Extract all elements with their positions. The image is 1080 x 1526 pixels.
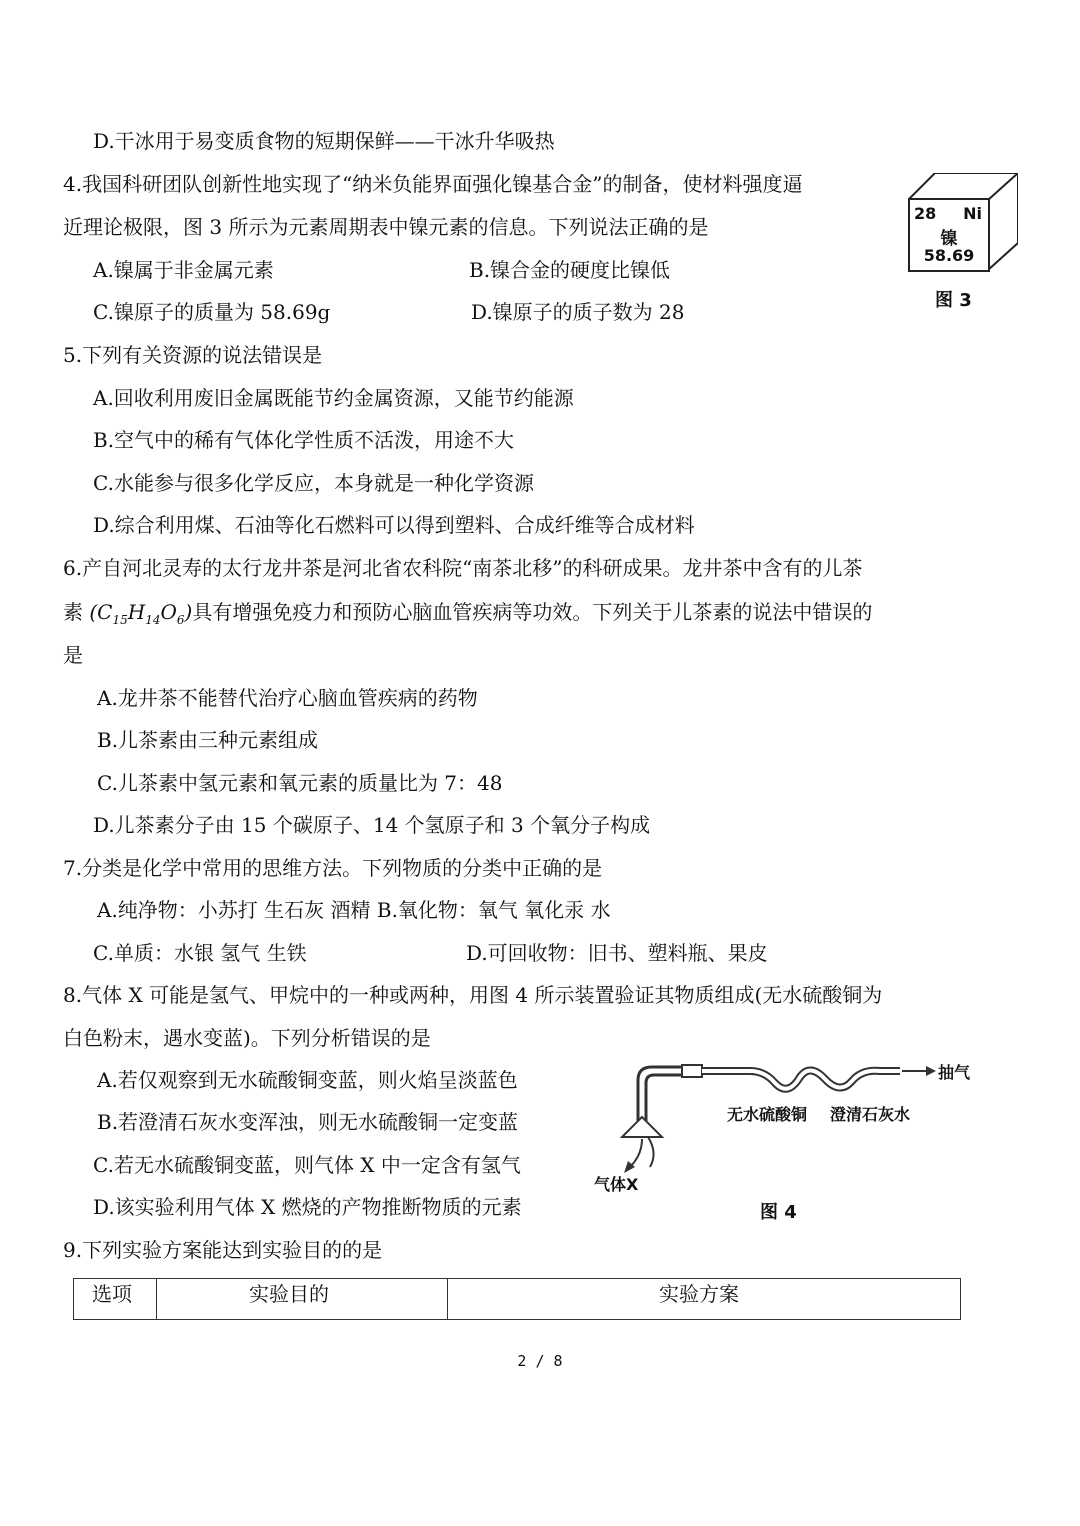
q8-option-c: C.若无水硫酸铜变蓝，则气体 X 中一定含有氢气	[93, 1153, 521, 1177]
label-gas-x: 气体X	[594, 1175, 639, 1194]
fig3-element-card	[908, 198, 990, 272]
q5-stem: 5.下列有关资源的说法错误是	[63, 343, 323, 367]
header-purpose: 实验目的	[249, 1282, 329, 1306]
q8-stem-line1: 8.气体 X 可能是氢气、甲烷中的一种或两种，用图 4 所示装置验证其物质组成(无水硫酸铜为	[63, 983, 883, 1007]
q7-option-d: D.可回收物：旧书、塑料瓶、果皮	[466, 941, 768, 965]
q5-option-b: B.空气中的稀有气体化学性质不活泼，用途不大	[93, 428, 515, 452]
q6-option-b: B.儿茶素由三种元素组成	[97, 728, 319, 752]
q4-stem-line2: 近理论极限，图 3 所示为元素周期表中镍元素的信息。下列说法正确的是	[63, 215, 709, 239]
q4-option-d: D.镍原子的质子数为 28	[471, 300, 685, 324]
q7-option-c: C.单质：水银 氢气 生铁	[93, 941, 307, 965]
q6-option-c: C.儿茶素中氢元素和氧元素的质量比为 7：48	[97, 771, 503, 795]
atomic-number: 28	[914, 204, 937, 223]
q9-stem: 9.下列实验方案能达到实验目的的是	[63, 1238, 383, 1262]
q9-table-header	[73, 1278, 961, 1320]
q8-option-d: D.该实验利用气体 X 燃烧的产物推断物质的元素	[93, 1195, 522, 1219]
q7-stem: 7.分类是化学中常用的思维方法。下列物质的分类中正确的是	[63, 856, 603, 880]
atomic-mass: 58.69	[923, 246, 975, 265]
table-divider	[156, 1279, 157, 1319]
table-divider	[447, 1279, 448, 1319]
label-cuso4: 无水硫酸铜	[727, 1105, 808, 1124]
catechin-formula: $(C_{15}H_{14}O_6)$	[89, 600, 193, 627]
q6-stem-line3: 是	[63, 643, 83, 667]
element-symbol: Ni	[963, 204, 982, 223]
q5-option-c: C.水能参与很多化学反应，本身就是一种化学资源	[93, 471, 534, 495]
q4-stem-line1: 4.我国科研团队创新性地实现了“纳米负能界面强化镍基合金”的制备，使材料强度逼	[63, 172, 803, 196]
q3-option-d: D.干冰用于易变质食物的短期保鲜——干冰升华吸热	[93, 129, 555, 153]
q6-stem-line2-text: 具有增强免疫力和预防心脑血管疾病等功效。下列关于儿茶素的说法中错误的	[192, 600, 873, 624]
fig3-caption: 图 3	[935, 290, 972, 311]
q7-options-ab: A.纯净物：小苏打 生石灰 酒精 B.氧化物：氧气 氧化汞 水	[97, 898, 611, 922]
q4-option-c: C.镍原子的质量为 58.69g	[93, 300, 331, 324]
element-name: 镍	[940, 229, 958, 249]
q6-stem-line2	[63, 598, 872, 634]
q8-option-a: A.若仅观察到无水硫酸铜变蓝，则火焰呈淡蓝色	[97, 1068, 518, 1092]
q4-option-b: B.镍合金的硬度比镍低	[469, 258, 671, 282]
q5-option-a: A.回收利用废旧金属既能节约金属资源，又能节约能源	[93, 386, 574, 410]
fig4-apparatus	[590, 1055, 975, 1205]
label-pump: 抽气	[938, 1063, 971, 1082]
label-limewater: 澄清石灰水	[830, 1105, 911, 1124]
q6-option-a: A.龙井茶不能替代治疗心脑血管疾病的药物	[97, 686, 478, 710]
q6-stem-line1: 6.产自河北灵寿的太行龙井茶是河北省农科院“南茶北移”的科研成果。龙井茶中含有的儿茶	[63, 556, 863, 580]
header-plan: 实验方案	[659, 1282, 739, 1306]
fig4-caption: 图 4	[760, 1202, 797, 1223]
q6-option-d: D.儿茶素分子由 15 个碳原子、14 个氢原子和 3 个氧分子构成	[93, 813, 651, 837]
q8-stem-line2: 白色粉末，遇水变蓝)。下列分析错误的是	[63, 1026, 431, 1050]
formula-prefix: 素	[63, 600, 83, 624]
page-number: 2 / 8	[517, 1352, 563, 1370]
q5-option-d: D.综合利用煤、石油等化石燃料可以得到塑料、合成纤维等合成材料	[93, 513, 695, 537]
q4-option-a: A.镍属于非金属元素	[93, 258, 274, 282]
header-option: 选项	[92, 1282, 132, 1306]
q8-option-b: B.若澄清石灰水变浑浊，则无水硫酸铜一定变蓝	[97, 1110, 519, 1134]
